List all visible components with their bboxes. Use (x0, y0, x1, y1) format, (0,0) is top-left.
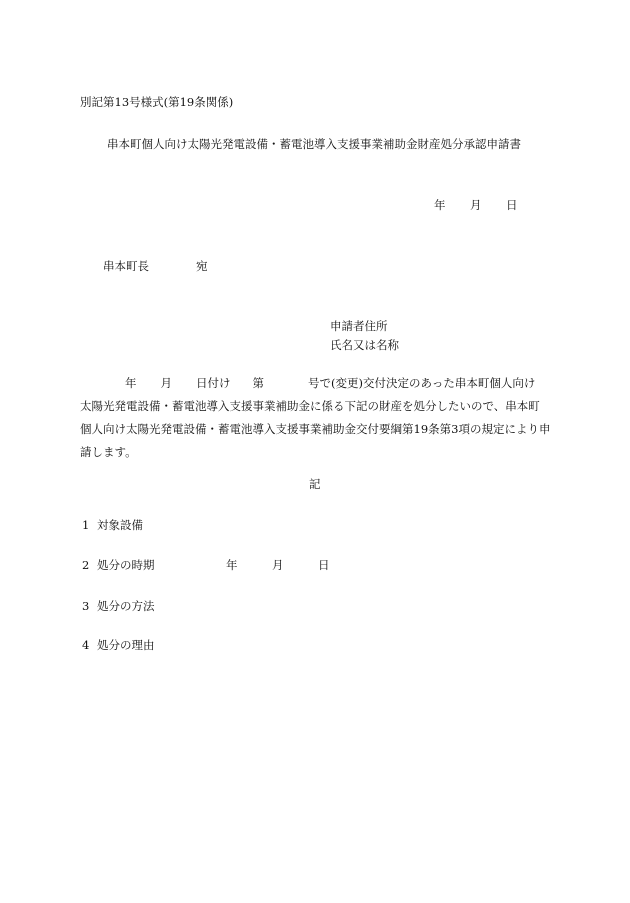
document-title: 串本町個人向け太陽光発電設備・蓄電池導入支援事業補助金財産処分承認申請書 (107, 137, 521, 151)
item-number: 3 (82, 599, 90, 613)
item-day: 日 (318, 558, 330, 572)
addressee-suffix: 宛 (196, 259, 208, 273)
item-year: 年 (226, 558, 238, 572)
addressee-name: 串本町長 (103, 259, 149, 273)
item-label: 対象設備 (97, 518, 143, 532)
body-no-prefix: 第 (252, 376, 264, 390)
date-month: 月 (470, 198, 482, 212)
body-line-1 (80, 372, 560, 395)
body-paragraph (80, 372, 560, 464)
body-day: 日付け (196, 376, 231, 390)
item-label: 処分の時期 (97, 558, 155, 572)
item-label: 処分の方法 (97, 599, 155, 613)
item-number: 2 (82, 558, 90, 572)
item-number: 4 (82, 638, 90, 652)
item-label: 処分の理由 (97, 638, 155, 652)
date-day: 日 (506, 198, 518, 212)
body-month: 月 (160, 376, 172, 390)
form-label: 別記第13号様式(第19条関係) (80, 95, 234, 109)
applicant-name-label: 氏名又は名称 (330, 338, 399, 352)
date-year: 年 (434, 198, 446, 212)
body-line-3: 個人向け太陽光発電設備・蓄電池導入支援事業補助金交付要綱第19条第3項の規定により申 (80, 422, 551, 436)
body-line-1-rest: 号で(変更)交付決定のあった串本町個人向け (308, 376, 536, 390)
ki-heading: 記 (309, 477, 321, 491)
item-month: 月 (272, 558, 284, 572)
applicant-address-label: 申請者住所 (330, 319, 388, 333)
item-number: 1 (82, 518, 90, 532)
body-year: 年 (125, 376, 137, 390)
body-line-4: 請します。 (80, 445, 137, 459)
body-line-2: 太陽光発電設備・蓄電池導入支援事業補助金に係る下記の財産を処分したいので、串本町 (80, 399, 540, 413)
